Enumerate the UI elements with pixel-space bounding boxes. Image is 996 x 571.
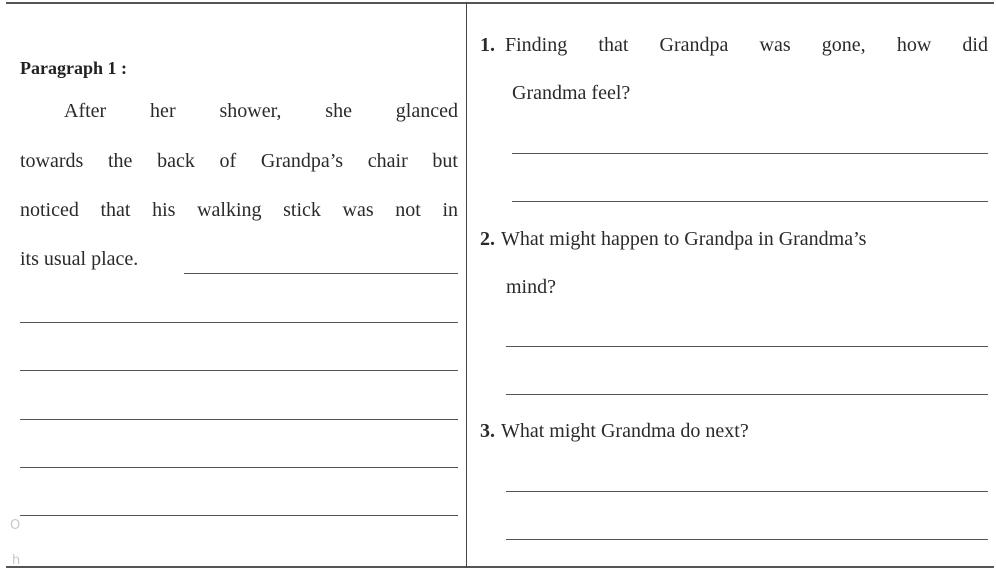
answer-blank-5[interactable]	[20, 515, 458, 516]
question-3-blank-1[interactable]	[506, 491, 988, 492]
answer-blank-2[interactable]	[20, 370, 458, 371]
question-2-blank-1[interactable]	[506, 346, 988, 347]
question-1-text-1: Finding that Grandpa was gone, how did	[505, 34, 988, 56]
question-2-number: 2.	[480, 228, 495, 250]
question-2-text-1: What might happen to Grandpa in Grandma’s	[501, 228, 867, 250]
question-1-line-1	[480, 34, 988, 57]
paragraph-line-4: its usual place.	[20, 248, 139, 270]
column-divider	[466, 2, 467, 568]
worksheet-frame	[6, 2, 994, 568]
answer-blank-1[interactable]	[20, 322, 458, 323]
question-1-blank-2[interactable]	[512, 201, 988, 202]
paragraph-line-2: towards the back of Grandpa’s chair but	[20, 150, 458, 172]
question-3-line-1	[480, 420, 749, 443]
question-1-line-2: Grandma feel?	[512, 82, 631, 104]
margin-mark-h: h	[12, 553, 21, 568]
question-2-line-2: mind?	[506, 276, 556, 298]
question-3-blank-2[interactable]	[506, 539, 988, 540]
paragraph-line-1: After her shower, she glanced	[64, 100, 458, 122]
answer-blank-4[interactable]	[20, 467, 458, 468]
question-1-blank-1[interactable]	[512, 153, 988, 154]
question-2-blank-2[interactable]	[506, 394, 988, 395]
question-3-text-1: What might Grandma do next?	[501, 420, 749, 442]
question-3-number: 3.	[480, 420, 495, 442]
question-2-line-1	[480, 228, 988, 251]
answer-blank-3[interactable]	[20, 419, 458, 420]
answer-blank-inline[interactable]	[184, 273, 458, 274]
paragraph-title: Paragraph 1 :	[20, 58, 127, 78]
question-1-number: 1.	[480, 34, 495, 56]
paragraph-line-3: noticed that his walking stick was not in	[20, 199, 458, 221]
margin-mark-o: O	[10, 518, 21, 533]
